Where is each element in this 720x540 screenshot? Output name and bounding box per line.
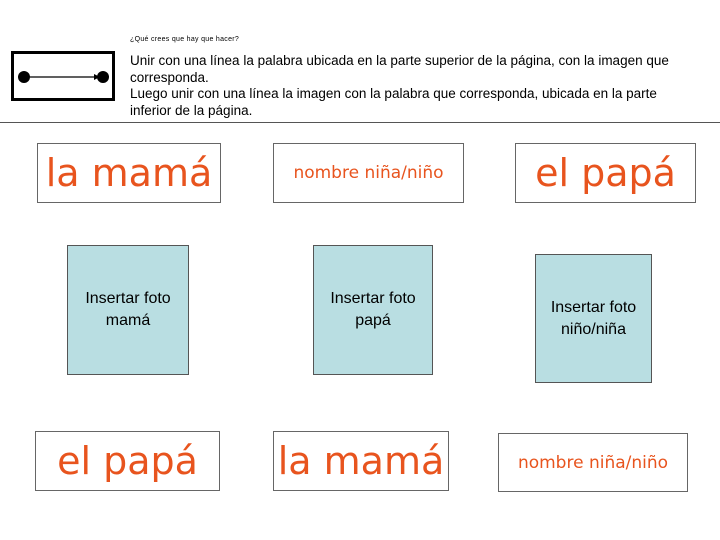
instruction-2: Luego unir con una línea la imagen con la palabra que corresponda, ubicada en la parte inferior de la página. (130, 86, 657, 118)
top-word-la-mama[interactable]: la mamá (37, 143, 221, 203)
photo-label-line1: Insertar foto (85, 290, 171, 307)
bottom-word-el-papa[interactable]: el papá (35, 431, 220, 491)
photo-placeholder-nino[interactable] (535, 254, 652, 383)
photo-label-line2: niño/niña (561, 320, 626, 338)
photo-label-line1: Insertar foto (550, 298, 637, 316)
divider (0, 122, 720, 123)
dot-arrow-dot-icon (14, 54, 112, 98)
photo-label-line1: Insertar foto (330, 290, 416, 307)
bottom-word-la-mama[interactable]: la mamá (273, 431, 449, 491)
instruction-1: Unir con una línea la palabra ubicada en la parte superior de la página, con la imagen que corresponda. (130, 53, 669, 85)
question-text: ¿Qué crees que hay que hacer? (130, 36, 240, 43)
photo-placeholder-mama[interactable] (67, 245, 189, 375)
photo-placeholder-papa[interactable] (313, 245, 433, 375)
photo-label-line2: papá (355, 312, 391, 329)
photo-label-line2: mamá (105, 312, 151, 329)
top-word-el-papa[interactable]: el papá (515, 143, 696, 203)
connect-line-icon (11, 51, 115, 101)
instructions (130, 53, 700, 119)
top-word-nombre[interactable]: nombre niña/niño (273, 143, 464, 203)
bottom-word-nombre[interactable]: nombre niña/niño (498, 433, 688, 492)
